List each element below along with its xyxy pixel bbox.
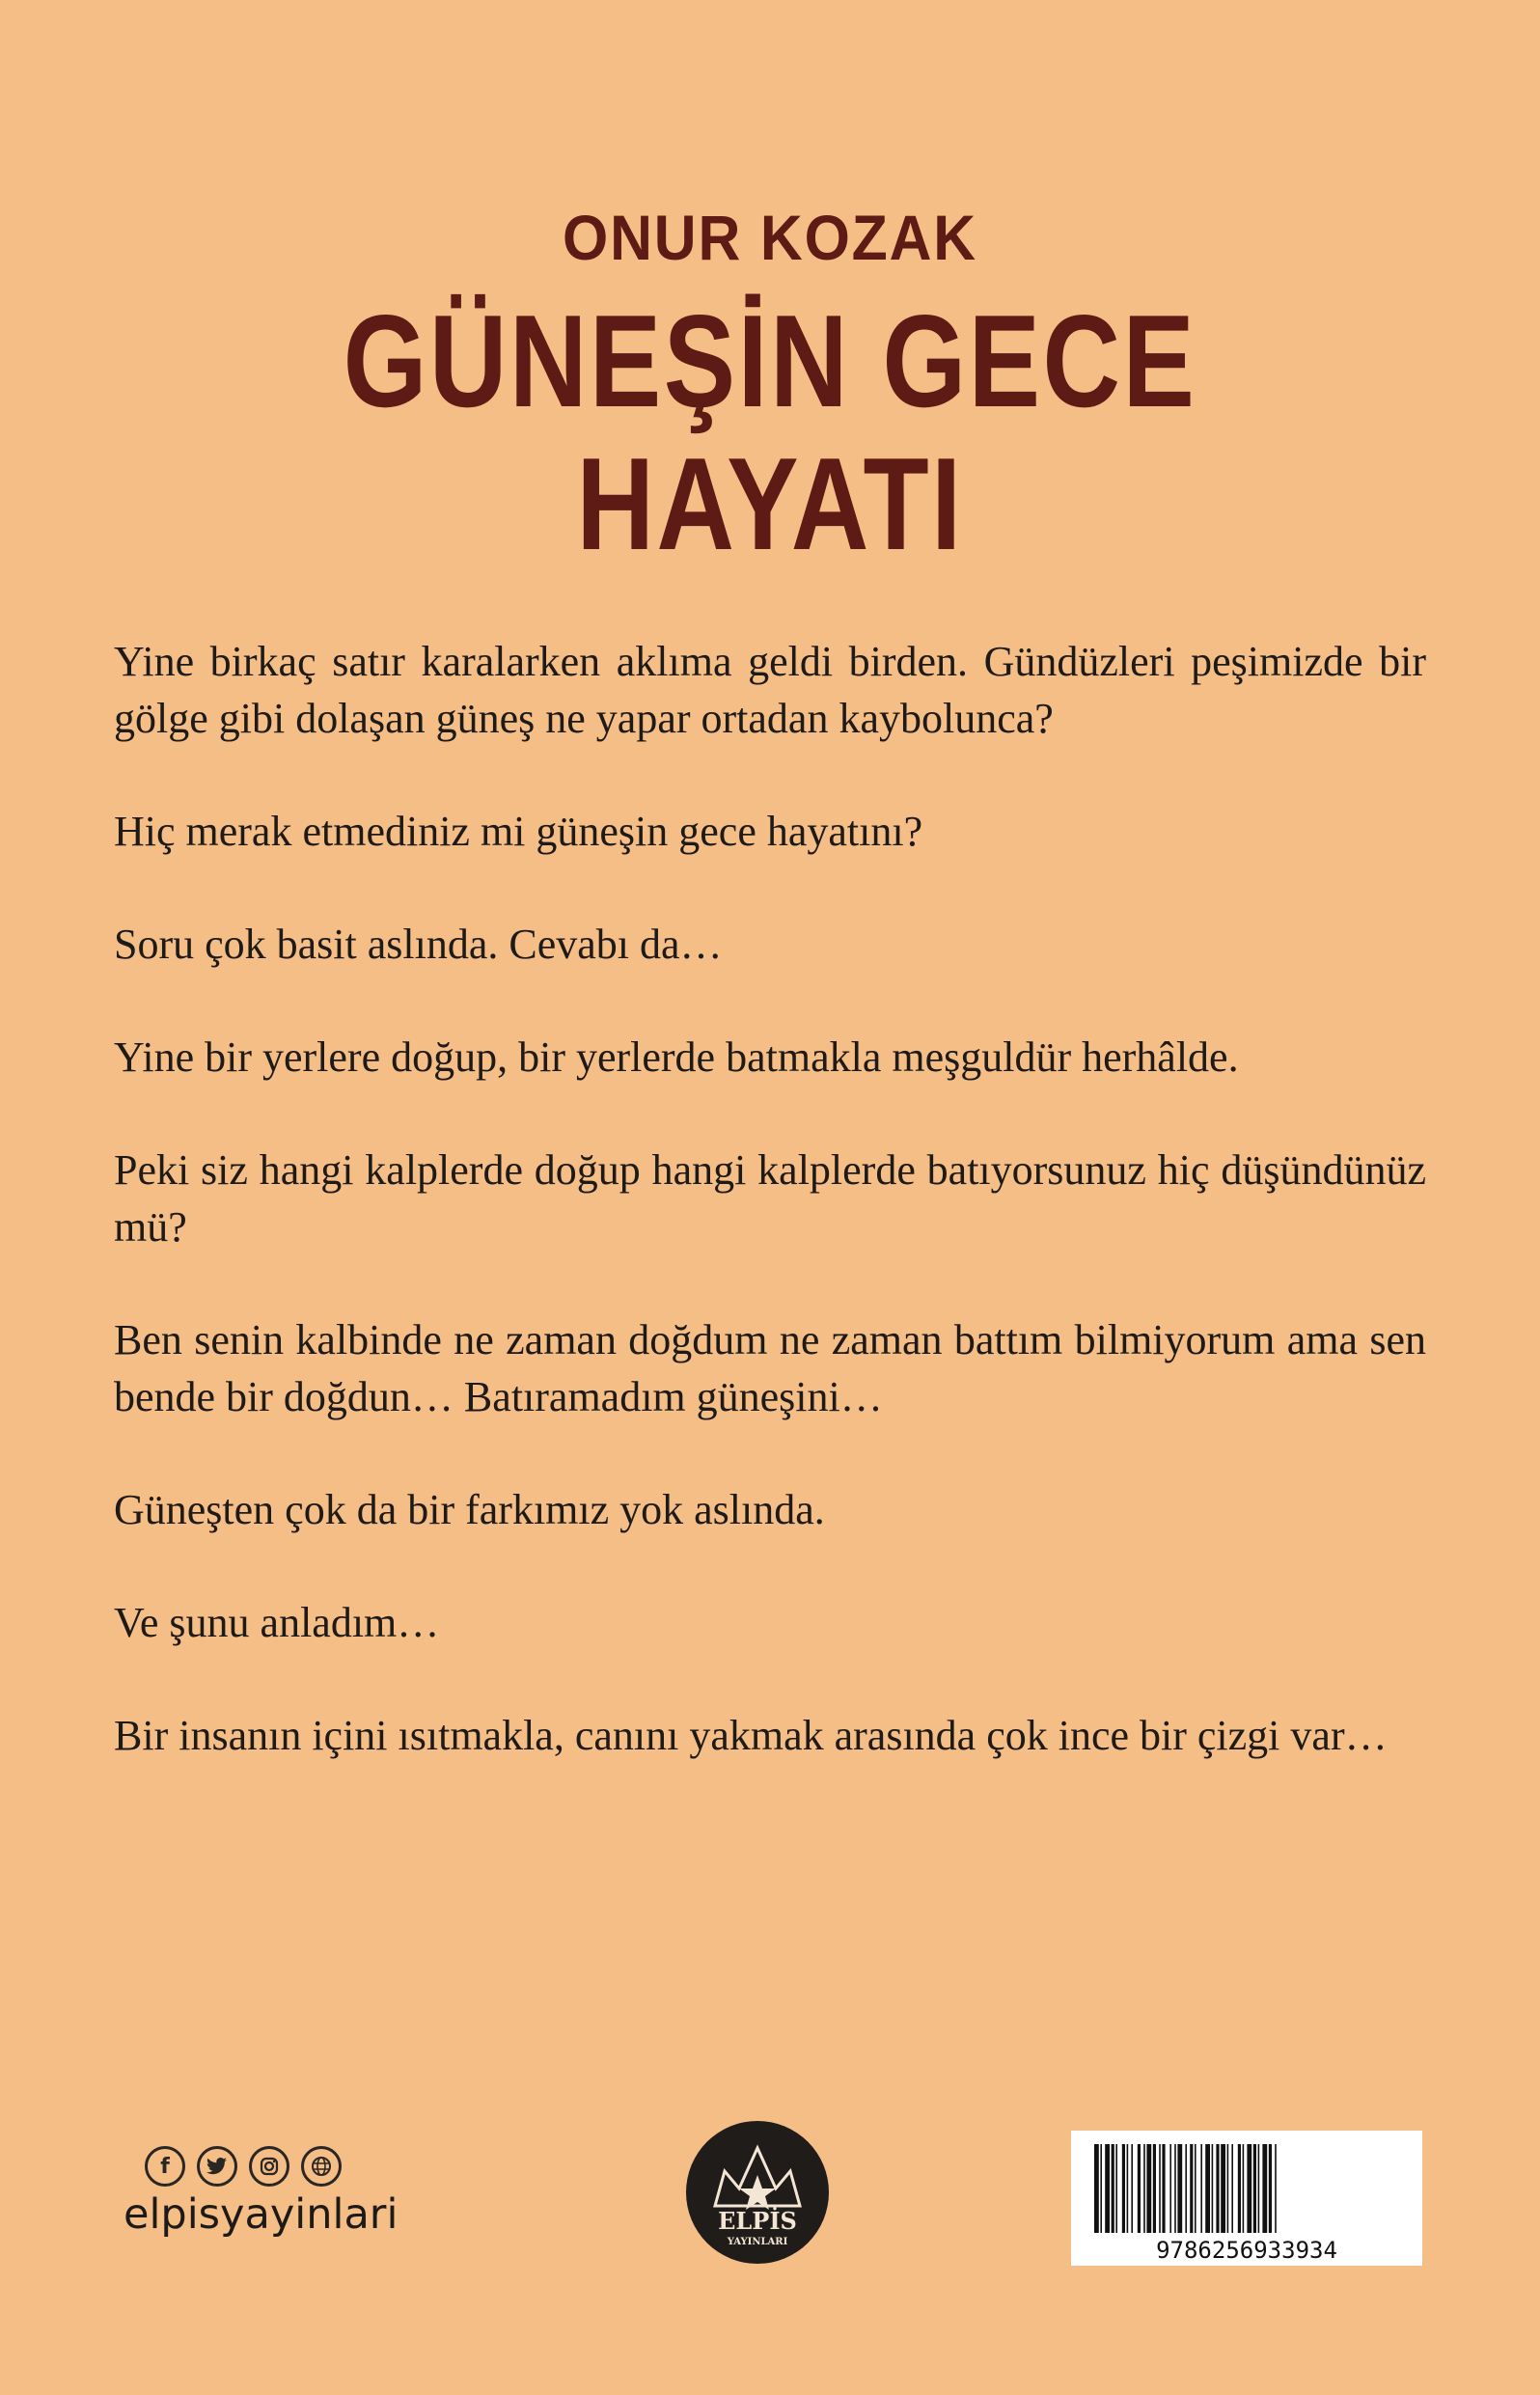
barcode-bar bbox=[1159, 2144, 1161, 2233]
barcode-bar bbox=[1162, 2144, 1165, 2233]
barcode-bar bbox=[1200, 2144, 1202, 2233]
publisher-logo bbox=[686, 2121, 829, 2264]
barcode-bar bbox=[1275, 2144, 1277, 2233]
barcode-bar bbox=[1227, 2144, 1229, 2233]
isbn-barcode bbox=[1071, 2131, 1422, 2266]
barcode-bar bbox=[1205, 2144, 1210, 2233]
barcode-bar bbox=[1112, 2144, 1114, 2233]
paragraph: Hiç merak etmediniz mi güneşin gece hayatını? bbox=[114, 808, 923, 855]
publisher-sub: YAYINLARI bbox=[727, 2237, 788, 2247]
paragraph: Ben senin kalbinde ne zaman doğdum ne zaman battım bilmiyorum ama sen bende bir doğdun… Batıramadım güneşini… bbox=[114, 1316, 1426, 1420]
author-name: ONUR KOZAK bbox=[563, 202, 977, 273]
barcode-bar bbox=[1127, 2144, 1129, 2233]
paragraph: Soru çok basit aslında. Cevabı da… bbox=[114, 921, 723, 968]
barcode-bar bbox=[1122, 2144, 1125, 2233]
paragraph: Ve şunu anladım… bbox=[114, 1599, 440, 1646]
barcode-bar bbox=[1269, 2144, 1272, 2233]
barcode-bar bbox=[1212, 2144, 1214, 2233]
instagram-icon bbox=[249, 2146, 289, 2187]
barcode-bar bbox=[1185, 2144, 1187, 2233]
barcode-bar bbox=[1094, 2144, 1099, 2233]
barcode-bar bbox=[1100, 2144, 1102, 2233]
barcode-bar bbox=[1177, 2144, 1182, 2233]
barcode-bar bbox=[1258, 2144, 1260, 2233]
paragraph: Peki siz hangi kalplerde doğup hangi kalplerde batıyorsunuz hiç düşündünüz mü? bbox=[114, 1146, 1426, 1251]
barcode-bar bbox=[1169, 2144, 1171, 2233]
barcode-bar bbox=[1243, 2144, 1245, 2233]
book-title bbox=[0, 289, 1540, 575]
twitter-icon bbox=[197, 2146, 237, 2187]
facebook-icon: f bbox=[145, 2146, 185, 2187]
web-icon bbox=[301, 2146, 342, 2187]
social-handle: elpisyayinlari bbox=[124, 2190, 399, 2239]
barcode-bar bbox=[1231, 2144, 1233, 2233]
barcode-bar bbox=[1247, 2144, 1251, 2233]
paragraph: Güneşten çok da bir farkımız yok aslında. bbox=[114, 1486, 825, 1533]
barcode-bar bbox=[1221, 2144, 1225, 2233]
barcode-bar bbox=[1195, 2144, 1196, 2233]
publisher-name: ELPİS bbox=[718, 2207, 797, 2235]
book-title-line2: HAYATI bbox=[576, 430, 964, 577]
barcode-bar bbox=[1146, 2144, 1151, 2233]
barcode-bar bbox=[1131, 2144, 1133, 2233]
paragraph: Bir insanın içini ısıtmakla, canını yakmak arasında çok ince bir çizgi var… bbox=[114, 1712, 1388, 1759]
isbn-number: 9786256933934 bbox=[1156, 2237, 1337, 2264]
barcode-bar bbox=[1238, 2144, 1241, 2233]
back-cover-text bbox=[114, 633, 1426, 1820]
barcode-bar bbox=[1253, 2144, 1256, 2233]
barcode-bar bbox=[1262, 2144, 1267, 2233]
barcode-bar bbox=[1138, 2144, 1141, 2233]
social-icons bbox=[145, 2146, 342, 2187]
barcode-bar bbox=[1190, 2144, 1193, 2233]
barcode-bar bbox=[1153, 2144, 1156, 2233]
paragraph: Yine birkaç satır karalarken aklıma geldi birden. Gündüzleri peşimizde bir gölge gibi dolaşan güneş ne yapar ortadan kaybolunca? bbox=[114, 638, 1426, 742]
barcode-bar bbox=[1143, 2144, 1145, 2233]
barcode-bar bbox=[1115, 2144, 1117, 2233]
book-title-line1: GÜNEŞİN GECE bbox=[343, 288, 1197, 434]
paragraph: Yine bir yerlere doğup, bir yerlerde batmakla meşguldür herhâlde. bbox=[114, 1033, 1239, 1081]
barcode-bar bbox=[1105, 2144, 1110, 2233]
barcode-bar bbox=[1174, 2144, 1176, 2233]
barcode-bar bbox=[1216, 2144, 1219, 2233]
